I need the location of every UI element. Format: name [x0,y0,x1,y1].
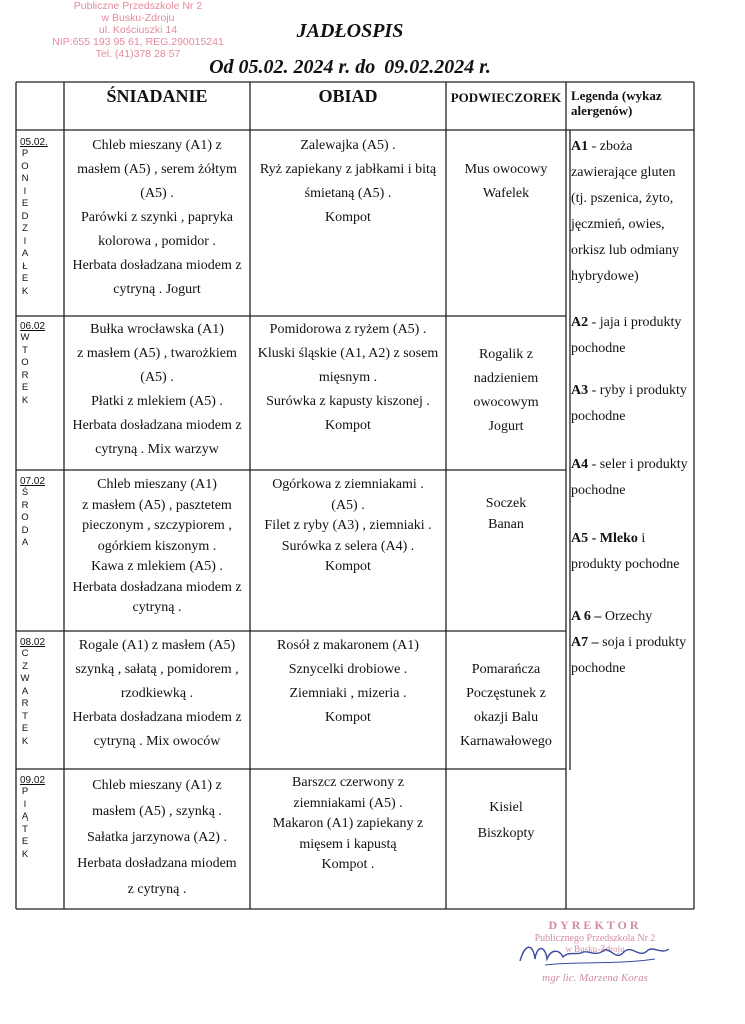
menu-line: Kompot [325,210,371,225]
stamp-line: NIP:655 193 95 61, REG.290015241 [52,36,224,48]
day-name: C Z W A R T E K [20,648,30,747]
director-line: Publicznego Przedszkola Nr 2 [534,933,656,944]
signature-icon [515,935,675,971]
legend-code: A5 - Mleko [571,531,638,546]
menu-line: Rogale (A1) z masłem (A5) [78,638,236,653]
menu-line: Filet z ryby (A3) , ziemniaki . [264,518,432,533]
day-name: P O N I E D Z I A Ł E K [21,148,29,297]
legend-item [571,310,691,362]
menu-line: (A5) . [140,186,174,201]
allergen-legend [571,134,691,682]
menu-line: Bułka wrocławska (A1) [90,322,224,337]
director-title: DYREKTOR [548,918,642,932]
day-name: P I Ą T E K [21,786,29,860]
breakfast-cell [64,773,250,903]
legend-text: Orzechy [601,609,653,624]
menu-line: Rogalik z [478,347,534,362]
menu-line: masłem (A5) , serem żółtym [77,162,237,177]
menu-line: Kompot [325,559,371,574]
day-label [20,775,60,861]
menu-line: Pomarańcza [471,662,541,677]
snack-cell [446,795,566,847]
menu-line: mięsem i kapustą [299,836,397,852]
menu-line: Wafelek [482,186,530,201]
menu-line: masłem (A5) , szynką . [92,804,222,819]
lunch-cell [250,134,446,230]
day-date: 05.02. [20,137,48,148]
column-snack: PODWIECZOREK [450,90,562,105]
menu-line: Kompot [325,418,371,433]
menu-line: cytryną . Jogurt [113,282,201,297]
legend-item [571,378,691,430]
menu-line: Karnawałowego [460,734,552,749]
snack-cell [446,494,566,535]
legend-text: - ryby i produkty pochodne [571,383,687,424]
menu-line: Herbata dosładzana miodem [77,856,237,871]
legend-text: i produkty pochodne [571,531,680,572]
menu-line: Banan [488,516,524,532]
legend-item [571,134,691,290]
menu-line: Surówka z selera (A4) . [281,538,415,554]
menu-line: Jogurt [488,419,524,434]
page-title: JADŁOSPIS [296,20,404,42]
menu-line: Zalewajka (A5) . [300,138,396,153]
stamp-line: ul. Kościuszki 14 [98,24,178,36]
menu-line: Makaron (A1) zapiekany z [272,816,424,831]
date-range [0,56,700,79]
lunch-cell [250,318,446,438]
menu-line: Kluski śląskie (A1, A2) z sosem [257,346,439,361]
menu-line: śmietaną (A5) . [304,186,392,201]
legend-code: A1 [571,139,589,154]
column-breakfast: ŚNIADANIE [106,86,208,106]
column-lunch: OBIAD [318,86,378,106]
menu-line: cytryną . [132,600,182,615]
menu-line: cytryną . Mix warzyw [95,442,219,457]
menu-line: Ogórkowa z ziemniakami . [272,477,424,492]
menu-line: Biszkopty [477,826,535,841]
day-label [20,476,60,550]
legend-code: A7 – [571,635,599,650]
menu-line: rzodkiewką . [120,686,194,701]
day-name: W T O R E K [20,332,30,406]
legend-text: - seler i produkty pochodne [571,457,688,498]
snack-cell [446,343,566,439]
menu-line: Poczęstunek z [466,686,546,701]
menu-line: ogórkiem kiszonym . [97,538,217,554]
menu-line: Chleb mieszany (A1) z [92,138,222,153]
menu-line: z masłem (A5) , twarożkiem [77,346,237,361]
menu-line: Herbata dosładzana miodem z [72,579,242,595]
menu-line: Kompot [325,710,371,725]
menu-line: Sałatka jarzynowa (A2) . [87,830,227,845]
legend-code: A2 [571,315,589,330]
menu-line: nadzieniem [473,371,539,386]
menu-line: Herbata dosładzana miodem z [72,710,242,725]
legend-code: A4 [571,457,589,472]
legend-code: A 6 – [571,609,602,624]
menu-line: ziemniakami (A5) . [293,795,403,811]
date-from: Od 05.02. 2024 r. do [209,56,376,78]
legend-text: soja i produkty pochodne [571,635,687,676]
director-name: mgr lic. Marzena Koras [542,972,648,984]
menu-line: Soczek [485,496,527,511]
menu-line: (A5) . [331,497,365,513]
breakfast-cell [64,475,250,619]
menu-line: Chleb mieszany (A1) [97,477,217,492]
menu-line: Kawa z mlekiem (A5) . [91,559,223,574]
breakfast-cell [64,318,250,462]
menu-line: pieczonym , szczypiorem , [82,518,232,533]
breakfast-cell [64,134,250,302]
day-date: 08.02 [20,637,46,648]
menu-line: kolorowa , pomidor . [98,234,216,249]
menu-line: szynką , sałatą , pomidorem , [75,662,239,677]
lunch-cell [250,773,446,876]
menu-line: Ziemniaki , mizeria . [289,686,407,701]
menu-line: Pomidorowa z ryżem (A5) . [269,322,427,337]
menu-line: Kisiel [489,800,523,815]
day-label [20,321,60,407]
menu-line: Kompot . [321,857,375,872]
menu-line: owocowym [473,395,539,410]
menu-line: okazji Balu [473,710,539,725]
menu-line: Chleb mieszany (A1) z [92,778,222,793]
day-label [20,637,60,748]
menu-line: mięsnym . [318,370,378,385]
legend-item [571,604,691,630]
column-legend: Legenda (wykaz alergenów) [571,88,662,118]
legend-item [571,630,691,682]
menu-line: Płatki z mlekiem (A5) . [91,394,223,409]
menu-line: Herbata dosładzana miodem z [72,418,242,433]
menu-line: cytryną . Mix owoców [93,734,221,749]
legend-text: - jaja i produkty pochodne [571,315,682,356]
date-to: 09.02.2024 r. [384,56,491,78]
menu-line: z masłem (A5) , pasztetem [82,497,232,513]
stamp-line: Publiczne Przedszkole Nr 2 [73,0,203,12]
day-name: Ś R O D A [21,487,29,548]
menu-line: Surówka z kapusty kiszonej . [266,394,430,409]
legend-item [571,526,691,578]
menu-line: Mus owocowy [464,162,548,177]
lunch-cell [250,634,446,730]
lunch-cell [250,475,446,578]
menu-line: Herbata dosładzana miodem z [72,258,242,273]
menu-line: z cytryną . [127,882,187,897]
day-label [20,137,60,298]
day-date: 06.02 [20,321,46,332]
menu-line: Parówki z szynki , papryka [80,210,234,225]
menu-line: Rosół z makaronem (A1) [277,638,419,653]
snack-cell [446,158,566,206]
legend-item [571,452,691,504]
stamp-line: Tel. (41)378 28 57 [95,48,181,60]
day-date: 09.02 [20,775,46,786]
stamp-line: w Busku-Zdroju [101,12,175,24]
director-line: w Busku-Zdroju [565,944,625,954]
legend-text: - zboża zawierające gluten (tj. pszenica, żyto, jęczmień, owies, orkisz lub odmiany hybrydowe) [571,139,680,284]
day-date: 07.02 [20,476,46,487]
menu-line: Ryż zapiekany z jabłkami i bitą [259,162,437,177]
menu-line: Sznycelki drobiowe . [288,662,408,677]
menu-line: Barszcz czerwony z [292,775,404,790]
menu-line: (A5) . [140,370,174,385]
breakfast-cell [64,634,250,754]
legend-code: A3 [571,383,589,398]
snack-cell [446,658,566,754]
